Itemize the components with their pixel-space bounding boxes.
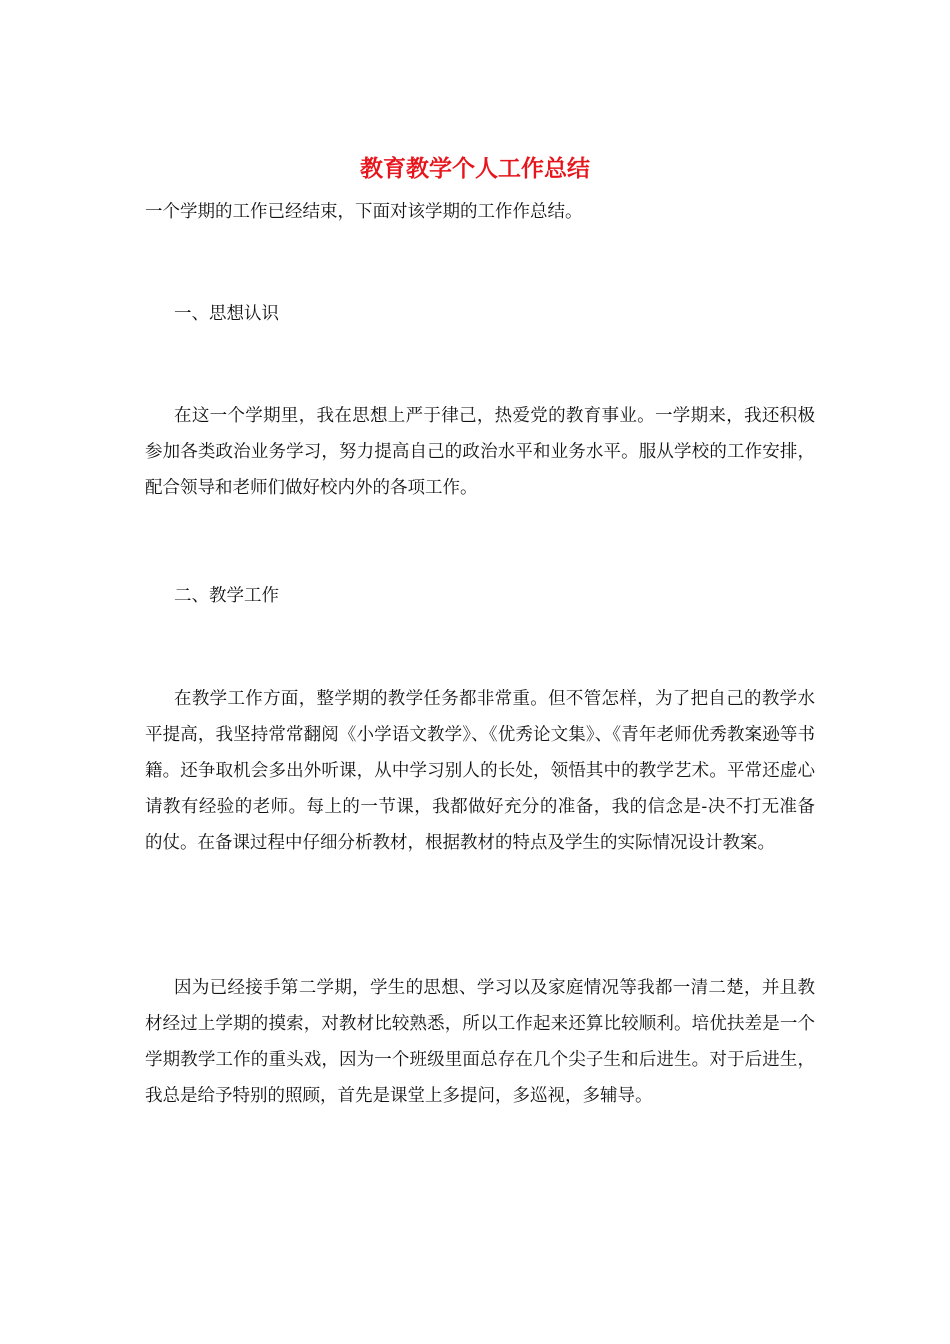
section-paragraph: 在这一个学期里，我在思想上严于律己，热爱党的教育事业。一学期来，我还积极参加各类政治业务学习，努力提高自己的政治水平和业务水平。服从学校的工作安排，配合领导和老师们做好校内外的各项工作。 (145, 406, 815, 498)
section-heading-thought: 一、思想认识 (174, 304, 279, 324)
section-paragraph: 在教学工作方面，整学期的教学任务都非常重。但不管怎样，为了把自己的教学水平提高，我坚持常常翻阅《小学语文教学》、《优秀论文集》、《青年老师优秀教案逊等书籍。还争取机会多出外听课，从中学习别人的长处，领悟其中的教学艺术。平常还虚心请教有经验的老师。每上的一节课，我都做好充分的准备，我的信念是-决不打无准备的仗。在备课过程中仔细分析教材，根据教材的特点及学生的实际情况设计教案。 (145, 689, 815, 853)
section-heading-teaching: 二、教学工作 (174, 586, 279, 606)
section-paragraph: 因为已经接手第二学期，学生的思想、学习以及家庭情况等我都一清二楚，并且教材经过上学期的摸索，对教材比较熟悉，所以工作起来还算比较顺利。培优扶差是一个学期教学工作的重头戏，因为一个班级里面总存在几个尖子生和后进生。对于后进生，我总是给予特别的照顾，首先是课堂上多提问，多巡视，多辅导。 (145, 978, 815, 1106)
intro-paragraph: 一个学期的工作已经结束，下面对该学期的工作作总结。 (145, 202, 583, 222)
document-title: 教育教学个人工作总结 (360, 155, 590, 182)
